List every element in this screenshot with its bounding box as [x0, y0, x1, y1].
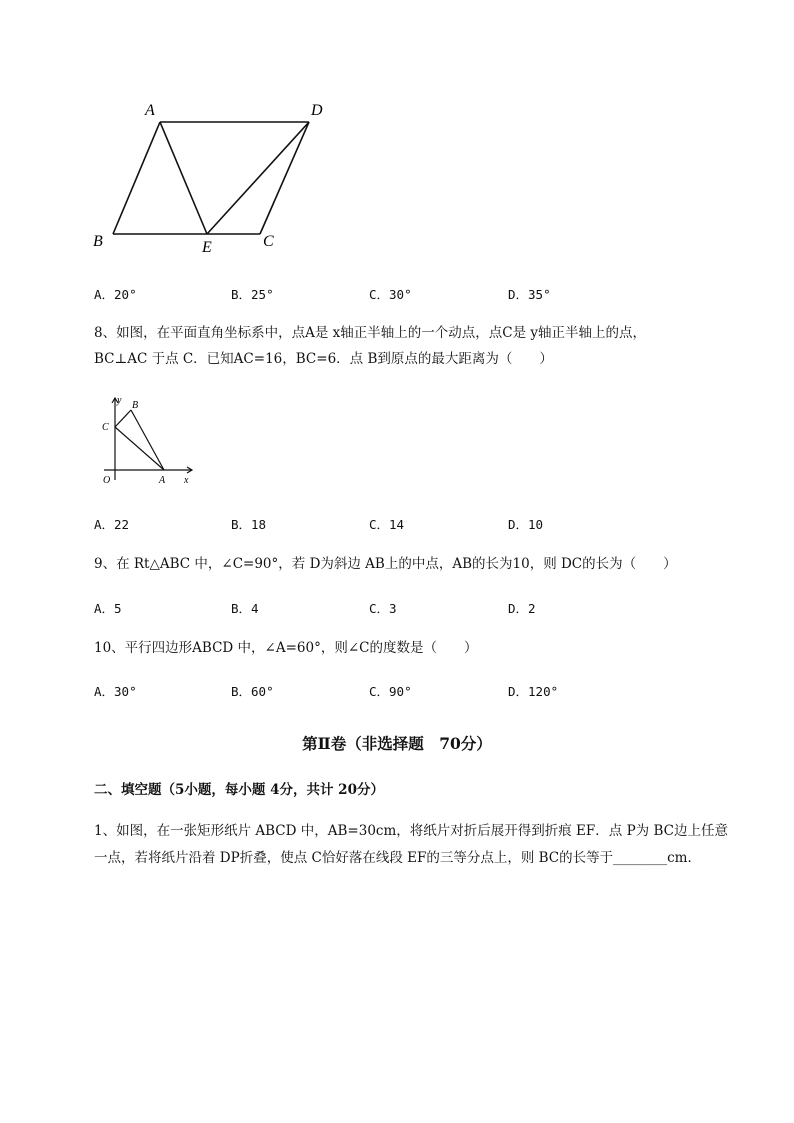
label-d: D	[311, 102, 323, 119]
q9-option-a[interactable]: A．5	[94, 601, 122, 616]
segment-cb	[115, 410, 131, 427]
parallelogram-figure	[80, 95, 340, 265]
q8-option-b[interactable]: B．18	[231, 517, 267, 532]
q10-option-b[interactable]: B．60°	[231, 684, 274, 699]
label-e: E	[202, 239, 212, 256]
q10-option-a[interactable]: A．30°	[94, 684, 137, 699]
section-title: 第Ⅱ卷（非选择题 70分）	[302, 734, 492, 753]
label-a: A	[159, 475, 166, 486]
q9-text: 9、在 Rt△ABC 中，∠C=90°，若 D为斜边 AB上的中点，AB的长为10，则 DC的长为（ ）	[94, 556, 677, 572]
q7-option-d[interactable]: D．35°	[508, 287, 551, 302]
label-c: C	[102, 422, 109, 433]
segment-ba	[131, 410, 164, 470]
segment-ab	[113, 122, 160, 234]
fill1-text-line1: 1、如图，在一张矩形纸片 ABCD 中，AB=30cm，将纸片对折后展开得到折痕 EF．点 P为 BC边上任意	[94, 823, 728, 839]
q8-text-line1: 8、如图，在平面直角坐标系中，点A是 x轴正半轴上的一个动点，点C是 y轴正半轴上的点，	[94, 325, 646, 341]
q8-option-c[interactable]: C．14	[369, 517, 405, 532]
q8-option-d[interactable]: D．10	[508, 517, 544, 532]
label-a: A	[145, 102, 155, 119]
q7-option-b[interactable]: B．25°	[231, 287, 274, 302]
label-x: x	[184, 475, 189, 486]
segment-cd	[260, 122, 309, 234]
part-title: 二、填空题（5小题，每小题 4分，共计 20分）	[94, 782, 384, 798]
label-b: B	[93, 233, 103, 250]
q9-option-c[interactable]: C．3	[369, 601, 397, 616]
label-y: y	[117, 395, 122, 406]
q9-option-b[interactable]: B．4	[231, 601, 259, 616]
coordinate-figure	[96, 392, 206, 492]
label-c: C	[263, 233, 274, 250]
q10-text: 10、平行四边形ABCD 中，∠A=60°，则∠C的度数是（ ）	[94, 640, 478, 656]
segment-de	[207, 122, 309, 234]
q10-option-d[interactable]: D．120°	[508, 684, 559, 699]
segment-ae	[160, 122, 207, 234]
label-o: O	[103, 475, 111, 486]
q8-option-a[interactable]: A．22	[94, 517, 130, 532]
q9-option-d[interactable]: D．2	[508, 601, 536, 616]
q10-option-c[interactable]: C．90°	[369, 684, 412, 699]
q7-option-c[interactable]: C．30°	[369, 287, 412, 302]
segment-ca	[115, 427, 164, 470]
label-b: B	[132, 400, 139, 411]
q8-text-line2: BC⊥AC 于点 C．已知AC=16，BC=6．点 B到原点的最大距离为（ ）	[94, 351, 553, 367]
fill1-text-line2: 一点，若将纸片沿着 DP折叠，使点 C恰好落在线段 EF的三等分点上，则 BC的长等于________cm．	[94, 850, 701, 866]
q7-option-a[interactable]: A．20°	[94, 287, 137, 302]
